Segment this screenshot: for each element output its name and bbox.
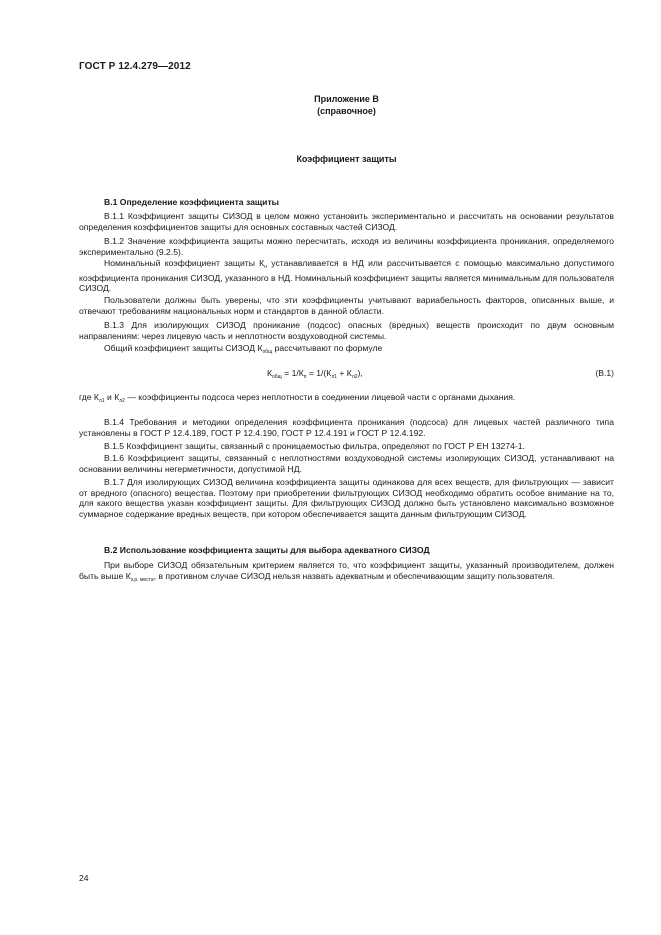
section-b1-heading: В.1 Определение коэффициента защиты bbox=[104, 197, 279, 207]
appendix-kind: (справочное) bbox=[317, 106, 376, 116]
formula-number: (В.1) bbox=[595, 368, 614, 378]
paragraph-b2-1: При выборе СИЗОД обязательным критерием является то, что коэффициент защиты, указанный производителем, должен быть выше $К_{з.р. места}$, в противном случае СИЗОД нельзя назвать адекватным и обеспечивающим защиту пользователя. bbox=[79, 560, 614, 583]
paragraph-users: Пользователи должны быть уверены, что эти коэффициенты учитывают вариабельность факторов, описанных выше, и отвечают требованиям национальных норм и стандартов в данной области. bbox=[79, 295, 614, 316]
paragraph-b1-1: В.1.1 Коэффициент защиты СИЗОД в целом можно установить экспериментально и рассчитать на основании результатов определения коэффициентов защиты для основных составных частей СИЗОД. bbox=[79, 211, 614, 232]
main-title: Коэффициент защиты bbox=[296, 154, 397, 164]
section-b2-heading: В.2 Использование коэффициента защиты для выбора адекватного СИЗОД bbox=[104, 545, 430, 555]
paragraph-b1-4: В.1.4 Требования и методики определения коэффициента проникания (подсоса) для лицевых частей различного типа установлены в ГОСТ Р 12.4.189, ГОСТ Р 12.4.190, ГОСТ Р 12.4.191 и ГОСТ Р 12.4.192. bbox=[79, 417, 614, 438]
paragraph-where: где $К_{л1}$ и $К_{л2}$ — коэффициенты подсоса через неплотности в соединении лицевой части с органами дыхания. bbox=[79, 392, 516, 404]
paragraph-general-coefficient: Общий коэффициент защиты СИЗОД $К_{общ}$ рассчитывают по формуле bbox=[104, 343, 383, 355]
paragraph-b1-3: В.1.3 Для изолирующих СИЗОД проникание (подсос) опасных (вредных) веществ происходит по двум основным направлениям: через лицевую часть и неплотности воздуховодной системы. bbox=[79, 320, 614, 341]
paragraph-b1-5: В.1.5 Коэффициент защиты, связанный с проницаемостью фильтра, определяют по ГОСТ Р ЕН 13274-1. bbox=[104, 441, 525, 451]
paragraph-nominal: Номинальный коэффициент защиты $К_н$ устанавливается в НД или рассчитывается с помощью максимально допустимого коэффициента проникания СИЗОД, указанного в НД. Номинальный коэффициент защиты является минимальным для пользователя СИЗОД. bbox=[79, 258, 615, 294]
appendix-title: Приложение В bbox=[314, 94, 379, 104]
document-code: ГОСТ Р 12.4.279—2012 bbox=[79, 61, 191, 72]
paragraph-b1-6: В.1.6 Коэффициент защиты, связанный с неплотностями воздуховодной системы изолирующих СИЗОД, устанавливают на основании величины негерметичности, допустимой НД. bbox=[79, 453, 614, 474]
formula-expression: $К_{общ} = 1/К_п = 1/(К_{л1} + К_{л2})$, bbox=[267, 368, 363, 380]
page-number: 24 bbox=[79, 873, 89, 883]
paragraph-b1-2: В.1.2 Значение коэффициента защиты можно пересчитать, исходя из величины коэффициента проникания, определяемого экспериментально (9.2.5). bbox=[79, 236, 614, 257]
paragraph-b1-7: В.1.7 Для изолирующих СИЗОД величина коэффициента защиты одинакова для всех веществ, для фильтрующих — зависит от вредного (опасного) вещества. Поэтому при приобретении фильтрующих СИЗОД необходимо обратить особое внимание на то, для какого вещества указан коэффициент защиты. Для фильтрующих СИЗОД должно быть установлено максимально возможное суммарное содержание вредных веществ, при котором обеспечивается защита данным фильтрующим СИЗОД. bbox=[79, 477, 614, 519]
